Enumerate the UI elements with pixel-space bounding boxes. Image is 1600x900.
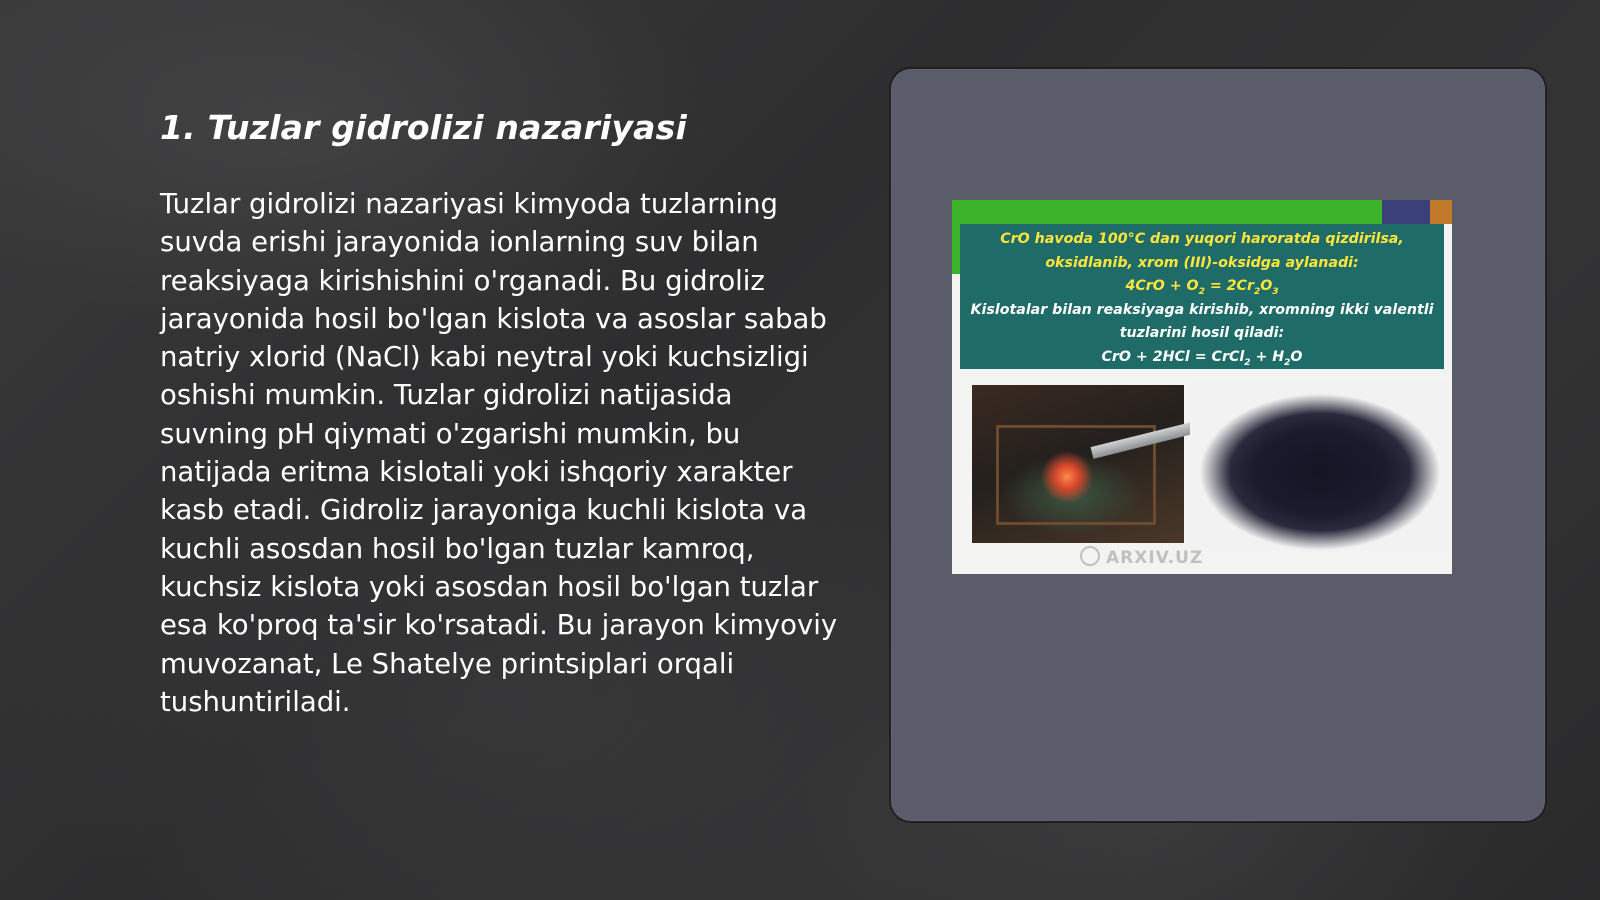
reaction-text-line: tuzlarini hosil qiladi: — [1119, 325, 1285, 341]
slide-body-text: Tuzlar gidrolizi nazariyasi kimyoda tuzlarning suvda erishi jarayonida ionlarning suv bilan reaksiyaga kirishishini o'rganadi. Bu gidroliz jarayonida hosil bo'lgan kislota va asoslar sabab natriy xlorid (NaCl) kabi neytral yoki kuchsizligi oshishi mumkin. Tuzlar gidrolizi natijasida suvning pH qiymati o'zgarishi mumkin, bu natijada eritma kislotali yoki ishqoriy xarakter kasb etadi. Gidroliz jarayoniga kuchli kislota va kuchli asosdan hosil bo'lgan tuzlar kamroq, kuchsiz kislota yoki asosdan hosil bo'lgan tuzlar esa ko'proq ta'sir ko'rsatadi. Bu jarayon kimyoviy muvozanat, Le Shatelye printsiplari orqali tushuntiriladi. — [160, 188, 838, 718]
image-header-block-orange — [1430, 200, 1452, 224]
image-panel — [889, 67, 1547, 823]
image-header-block-blue — [1382, 200, 1430, 224]
reaction-text-line: CrO havoda 100°C dan yuqori haroratda qizdirilsa, — [1000, 231, 1404, 247]
reaction-text-line: Kislotalar bilan reaksiyaga kirishib, xromning ikki valentli — [970, 301, 1434, 318]
heating-photo — [972, 385, 1184, 543]
reaction-equation: CrO + 2HCl = CrCl$_2$ + $H_2O$ — [1101, 348, 1303, 368]
black-powder-photo — [1190, 380, 1448, 550]
watermark: ARXIV.UZ — [1080, 546, 1203, 568]
slide-heading: 1. Tuzlar gidrolizi nazariyasi — [160, 108, 687, 147]
reaction-text-line: oksidlanib, xrom (III)-oksidga aylanadi: — [1045, 254, 1359, 271]
chemistry-image — [952, 200, 1452, 574]
reaction-info-box — [960, 224, 1444, 369]
reaction-equation: $4CrO + O_2 = 2Cr_2O_3$ — [1125, 278, 1279, 297]
